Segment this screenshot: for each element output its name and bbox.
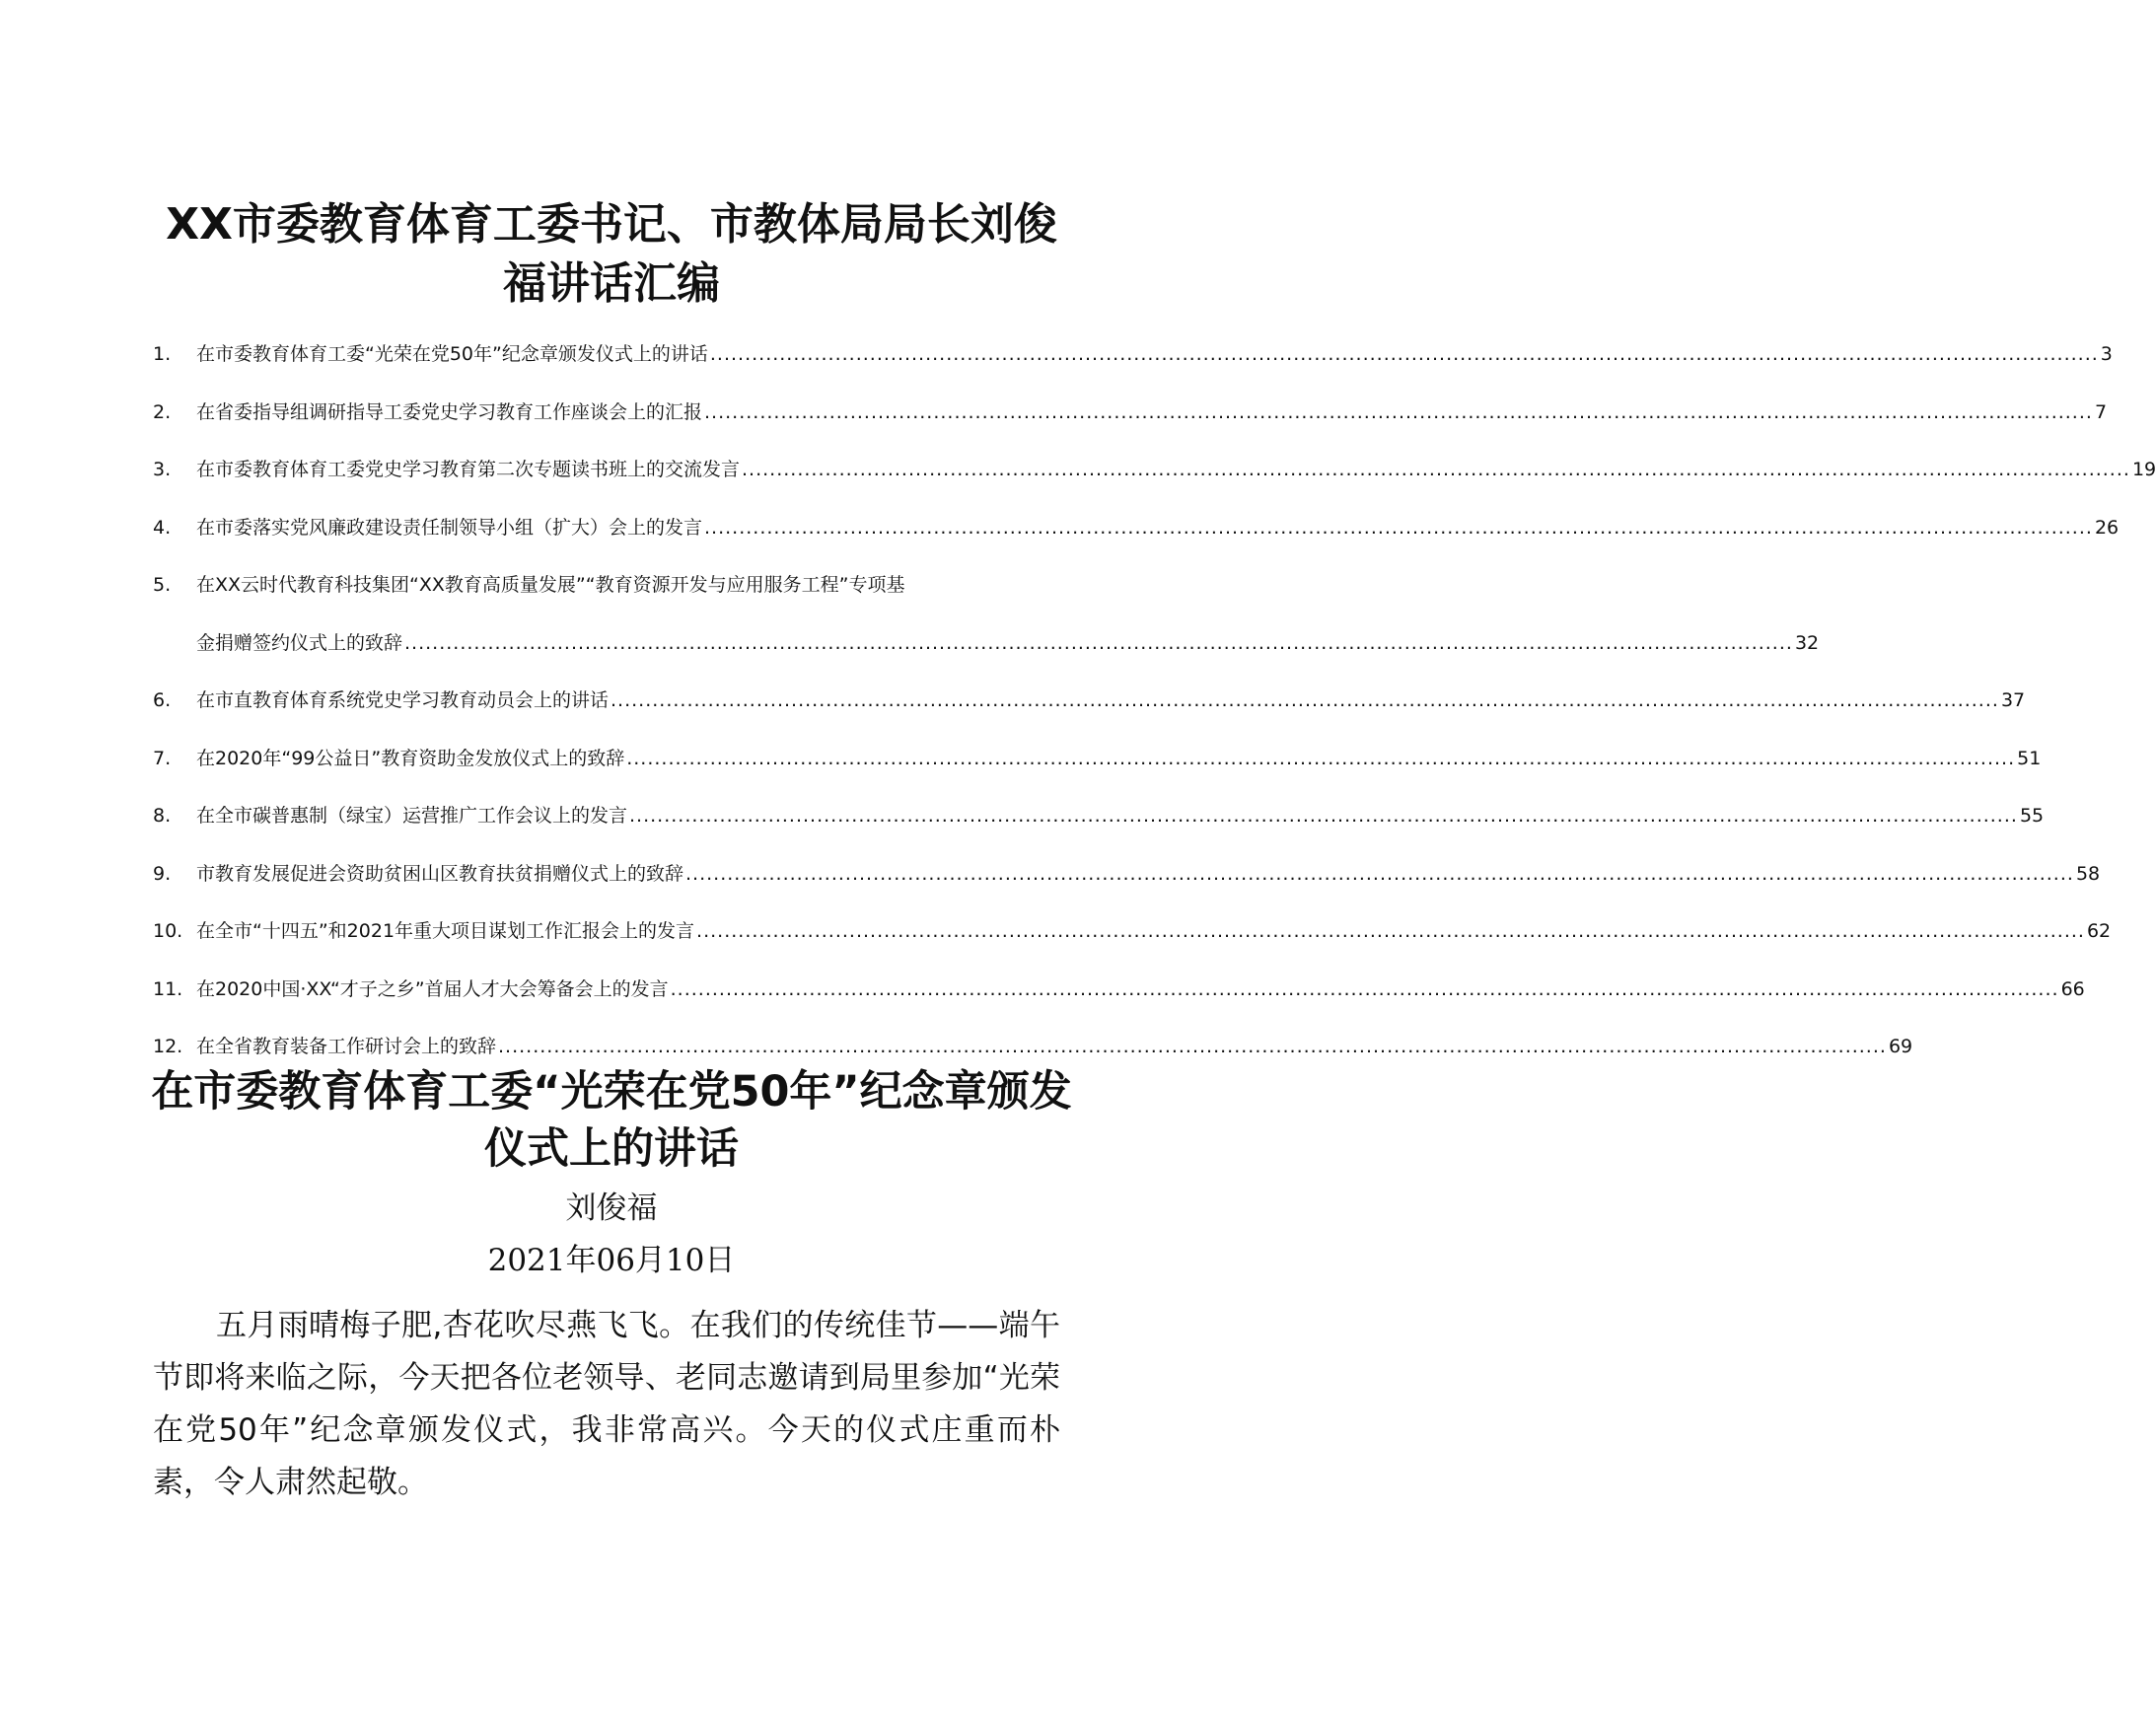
- toc-leader-dots: ........................................................................................................................................................................................................: [498, 1036, 1887, 1057]
- toc-number: 1.: [153, 343, 172, 365]
- toc-title: 在市直教育体育系统党史学习教育动员会上的讲话: [196, 689, 610, 711]
- toc-continuation-line: [153, 614, 1820, 673]
- speech-title: 在市委教育体育工委“光荣在党50年”纪念章颁发仪式上的讲话: [151, 1067, 1072, 1174]
- toc-item[interactable]: [153, 672, 2026, 730]
- toc-leader-dots: ........................................................................................................................................................................................................: [709, 343, 2099, 365]
- toc-page-number: 3: [2100, 343, 2113, 365]
- toc-leader-dots: ........................................................................................................................................................................................................: [670, 977, 2059, 1000]
- toc-leader-dots: ........................................................................................................................................................................................................: [685, 862, 2074, 885]
- toc-page-number: 55: [2019, 805, 2045, 827]
- toc-title: 在2020年“99公益日”教育资助金发放仪式上的致辞: [196, 747, 625, 769]
- toc-page-number: 69: [1888, 1036, 1913, 1057]
- toc-item[interactable]: [153, 787, 2045, 845]
- toc-leader-dots: ........................................................................................................................................................................................................: [404, 631, 1793, 654]
- toc-number: 7.: [153, 747, 172, 769]
- toc-page-number: 26: [2094, 516, 2120, 539]
- toc-title: 在全市“十四五”和2021年重大项目谋划工作汇报会上的发言: [196, 920, 695, 942]
- toc-number: 4.: [153, 516, 172, 539]
- toc-number: 5.: [153, 574, 172, 596]
- speech-paragraph: 五月雨晴梅子肥,杏花吹尽燕飞飞。在我们的传统佳节——端午节即将来临之际，今天把各位老领导、老同志邀请到局里参加“光荣在党50年”纪念章颁发仪式，我非常高兴。今天的仪式庄重而朴素，令人肃然起敬。: [153, 1308, 1060, 1500]
- toc-number: 2.: [153, 400, 172, 423]
- toc-title: 在2020中国·XX“才子之乡”首届人才大会筹备会上的发言: [196, 977, 669, 1000]
- toc-item[interactable]: [153, 902, 2112, 961]
- toc-item[interactable]: [153, 384, 2108, 442]
- toc-leader-dots: ........................................................................................................................................................................................................: [611, 689, 1999, 711]
- toc-title: 在全市碳普惠制（绿宝）运营推广工作会议上的发言: [196, 805, 628, 827]
- toc-title: 在省委指导组调研指导工委党史学习教育工作座谈会上的汇报: [196, 400, 703, 423]
- toc-number: 6.: [153, 689, 172, 711]
- toc-page-number: 62: [2086, 920, 2112, 942]
- toc-leader-dots: ........................................................................................................................................................................................................: [704, 400, 2093, 423]
- toc-number: 3.: [153, 459, 172, 480]
- toc-page-number: 66: [2060, 977, 2085, 1000]
- toc-leader-dots: ........................................................................................................................................................................................................: [629, 805, 2018, 827]
- toc-title: 在市委教育体育工委“光荣在党50年”纪念章颁发仪式上的讲话: [196, 343, 708, 365]
- toc-title: 在市委教育体育工委党史学习教育第二次专题读书班上的交流发言: [196, 459, 741, 480]
- toc-number: 12.: [153, 1036, 183, 1057]
- toc-number: 11.: [153, 977, 183, 1000]
- toc-number: 8.: [153, 805, 172, 827]
- toc-item[interactable]: [153, 499, 2120, 557]
- toc-number: 9.: [153, 862, 172, 885]
- toc-item[interactable]: [153, 441, 2156, 499]
- table-of-contents: [153, 325, 2156, 1076]
- toc-title: 在全省教育装备工作研讨会上的致辞: [196, 1036, 497, 1057]
- toc-title: 在市委落实党风廉政建设责任制领导小组（扩大）会上的发言: [196, 516, 703, 539]
- toc-leader-dots: ........................................................................................................................................................................................................: [742, 459, 2130, 480]
- toc-item[interactable]: [153, 556, 1820, 672]
- toc-page-number: 51: [2017, 747, 2042, 769]
- toc-title-line1: 在XX云时代教育科技集团“XX教育高质量发展”“教育资源开发与应用服务工程”专项基: [196, 574, 905, 596]
- toc-page-number: 7: [2094, 400, 2108, 423]
- toc-number: 10.: [153, 920, 183, 942]
- document-title: XX市委教育体育工委书记、市教体局局长刘俊福讲话汇编: [166, 199, 1057, 309]
- toc-item[interactable]: [153, 325, 2113, 384]
- toc-title: 市教育发展促进会资助贫困山区教育扶贫捐赠仪式上的致辞: [196, 862, 684, 885]
- speech-date: 2021年06月10日: [487, 1243, 736, 1278]
- toc-page-number: 58: [2075, 862, 2101, 885]
- toc-page-number: 19: [2131, 459, 2156, 480]
- toc-item[interactable]: [153, 845, 2101, 903]
- toc-item[interactable]: [153, 730, 2042, 788]
- toc-title-line2: 金捐赠签约仪式上的致辞: [196, 631, 403, 654]
- toc-leader-dots: ........................................................................................................................................................................................................: [704, 516, 2093, 539]
- toc-item[interactable]: [153, 961, 2085, 1019]
- toc-page-number: 32: [1794, 631, 1820, 654]
- toc-leader-dots: ........................................................................................................................................................................................................: [696, 920, 2085, 942]
- speech-author: 刘俊福: [565, 1190, 658, 1226]
- toc-first-line: [153, 556, 1070, 614]
- toc-page-number: 37: [2000, 689, 2026, 711]
- toc-leader-dots: ........................................................................................................................................................................................................: [626, 747, 2016, 769]
